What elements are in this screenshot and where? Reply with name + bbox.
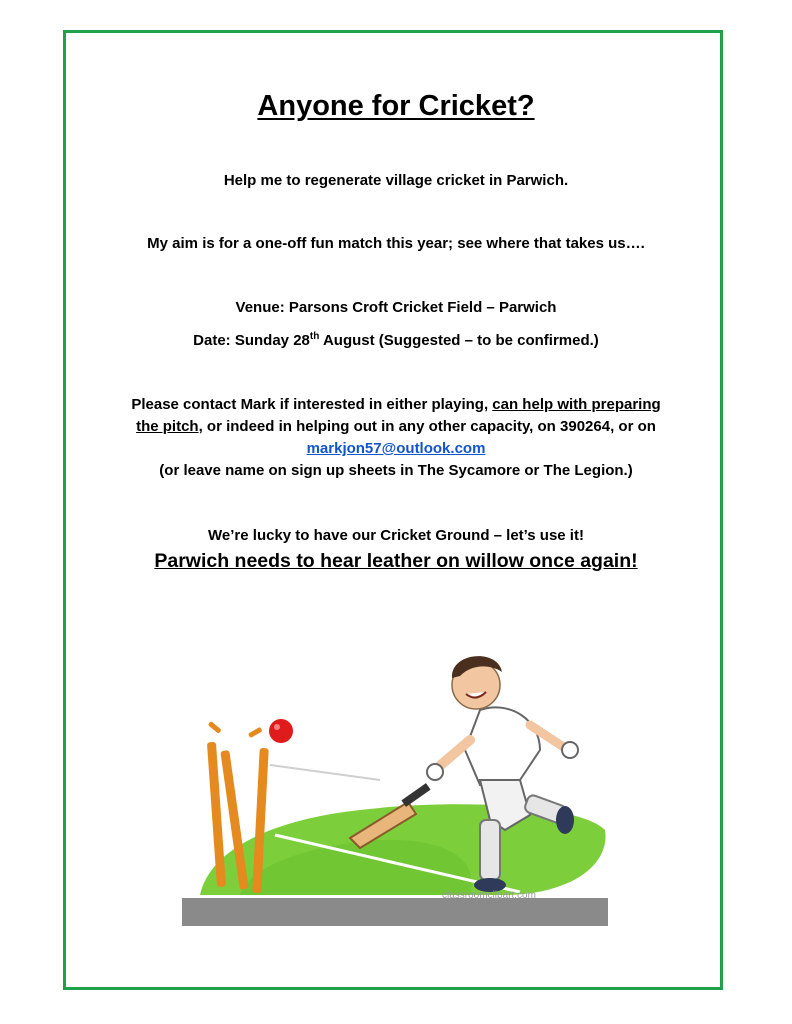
date-text	[0, 331, 792, 349]
date-superscript: th	[309, 331, 320, 342]
cricket-batsman-illustration	[180, 630, 610, 930]
email-link[interactable]: markjon57@outlook.com	[306, 440, 486, 457]
closing-slogan: Parwich needs to hear leather on willow once again!	[154, 550, 638, 572]
help-preparing-text: can help with preparing	[492, 396, 661, 413]
contact-text-a: Please contact Mark if interested in either playing,	[131, 396, 493, 413]
date-prefix: Date: Sunday 28	[193, 332, 310, 349]
poster-title: Anyone for Cricket?	[257, 90, 535, 122]
cricket-ball	[269, 719, 293, 743]
contact-text-b: , or indeed in helping out in any other capacity, on 390264, or on	[198, 418, 656, 435]
email-line	[0, 440, 792, 457]
venue-text: Venue: Parsons Croft Cricket Field – Parwich	[235, 299, 557, 316]
lucky-text: We’re lucky to have our Cricket Ground – let’s use it!	[208, 527, 584, 544]
aim-text: My aim is for a one-off fun match this year; see where that takes us….	[147, 235, 645, 252]
contact-line-1	[0, 396, 792, 413]
date-suffix: August (Suggested – to be confirmed.)	[319, 332, 599, 349]
contact-line-2	[0, 418, 792, 435]
watermark-text: classroomclipart.com	[442, 890, 536, 901]
stumps	[207, 721, 269, 893]
signup-text: (or leave name on sign up sheets in The Sycamore or The Legion.)	[159, 462, 633, 479]
ground-bar	[182, 898, 608, 926]
intro-text: Help me to regenerate village cricket in Parwich.	[223, 172, 569, 189]
the-pitch-text: the pitch	[136, 418, 199, 435]
